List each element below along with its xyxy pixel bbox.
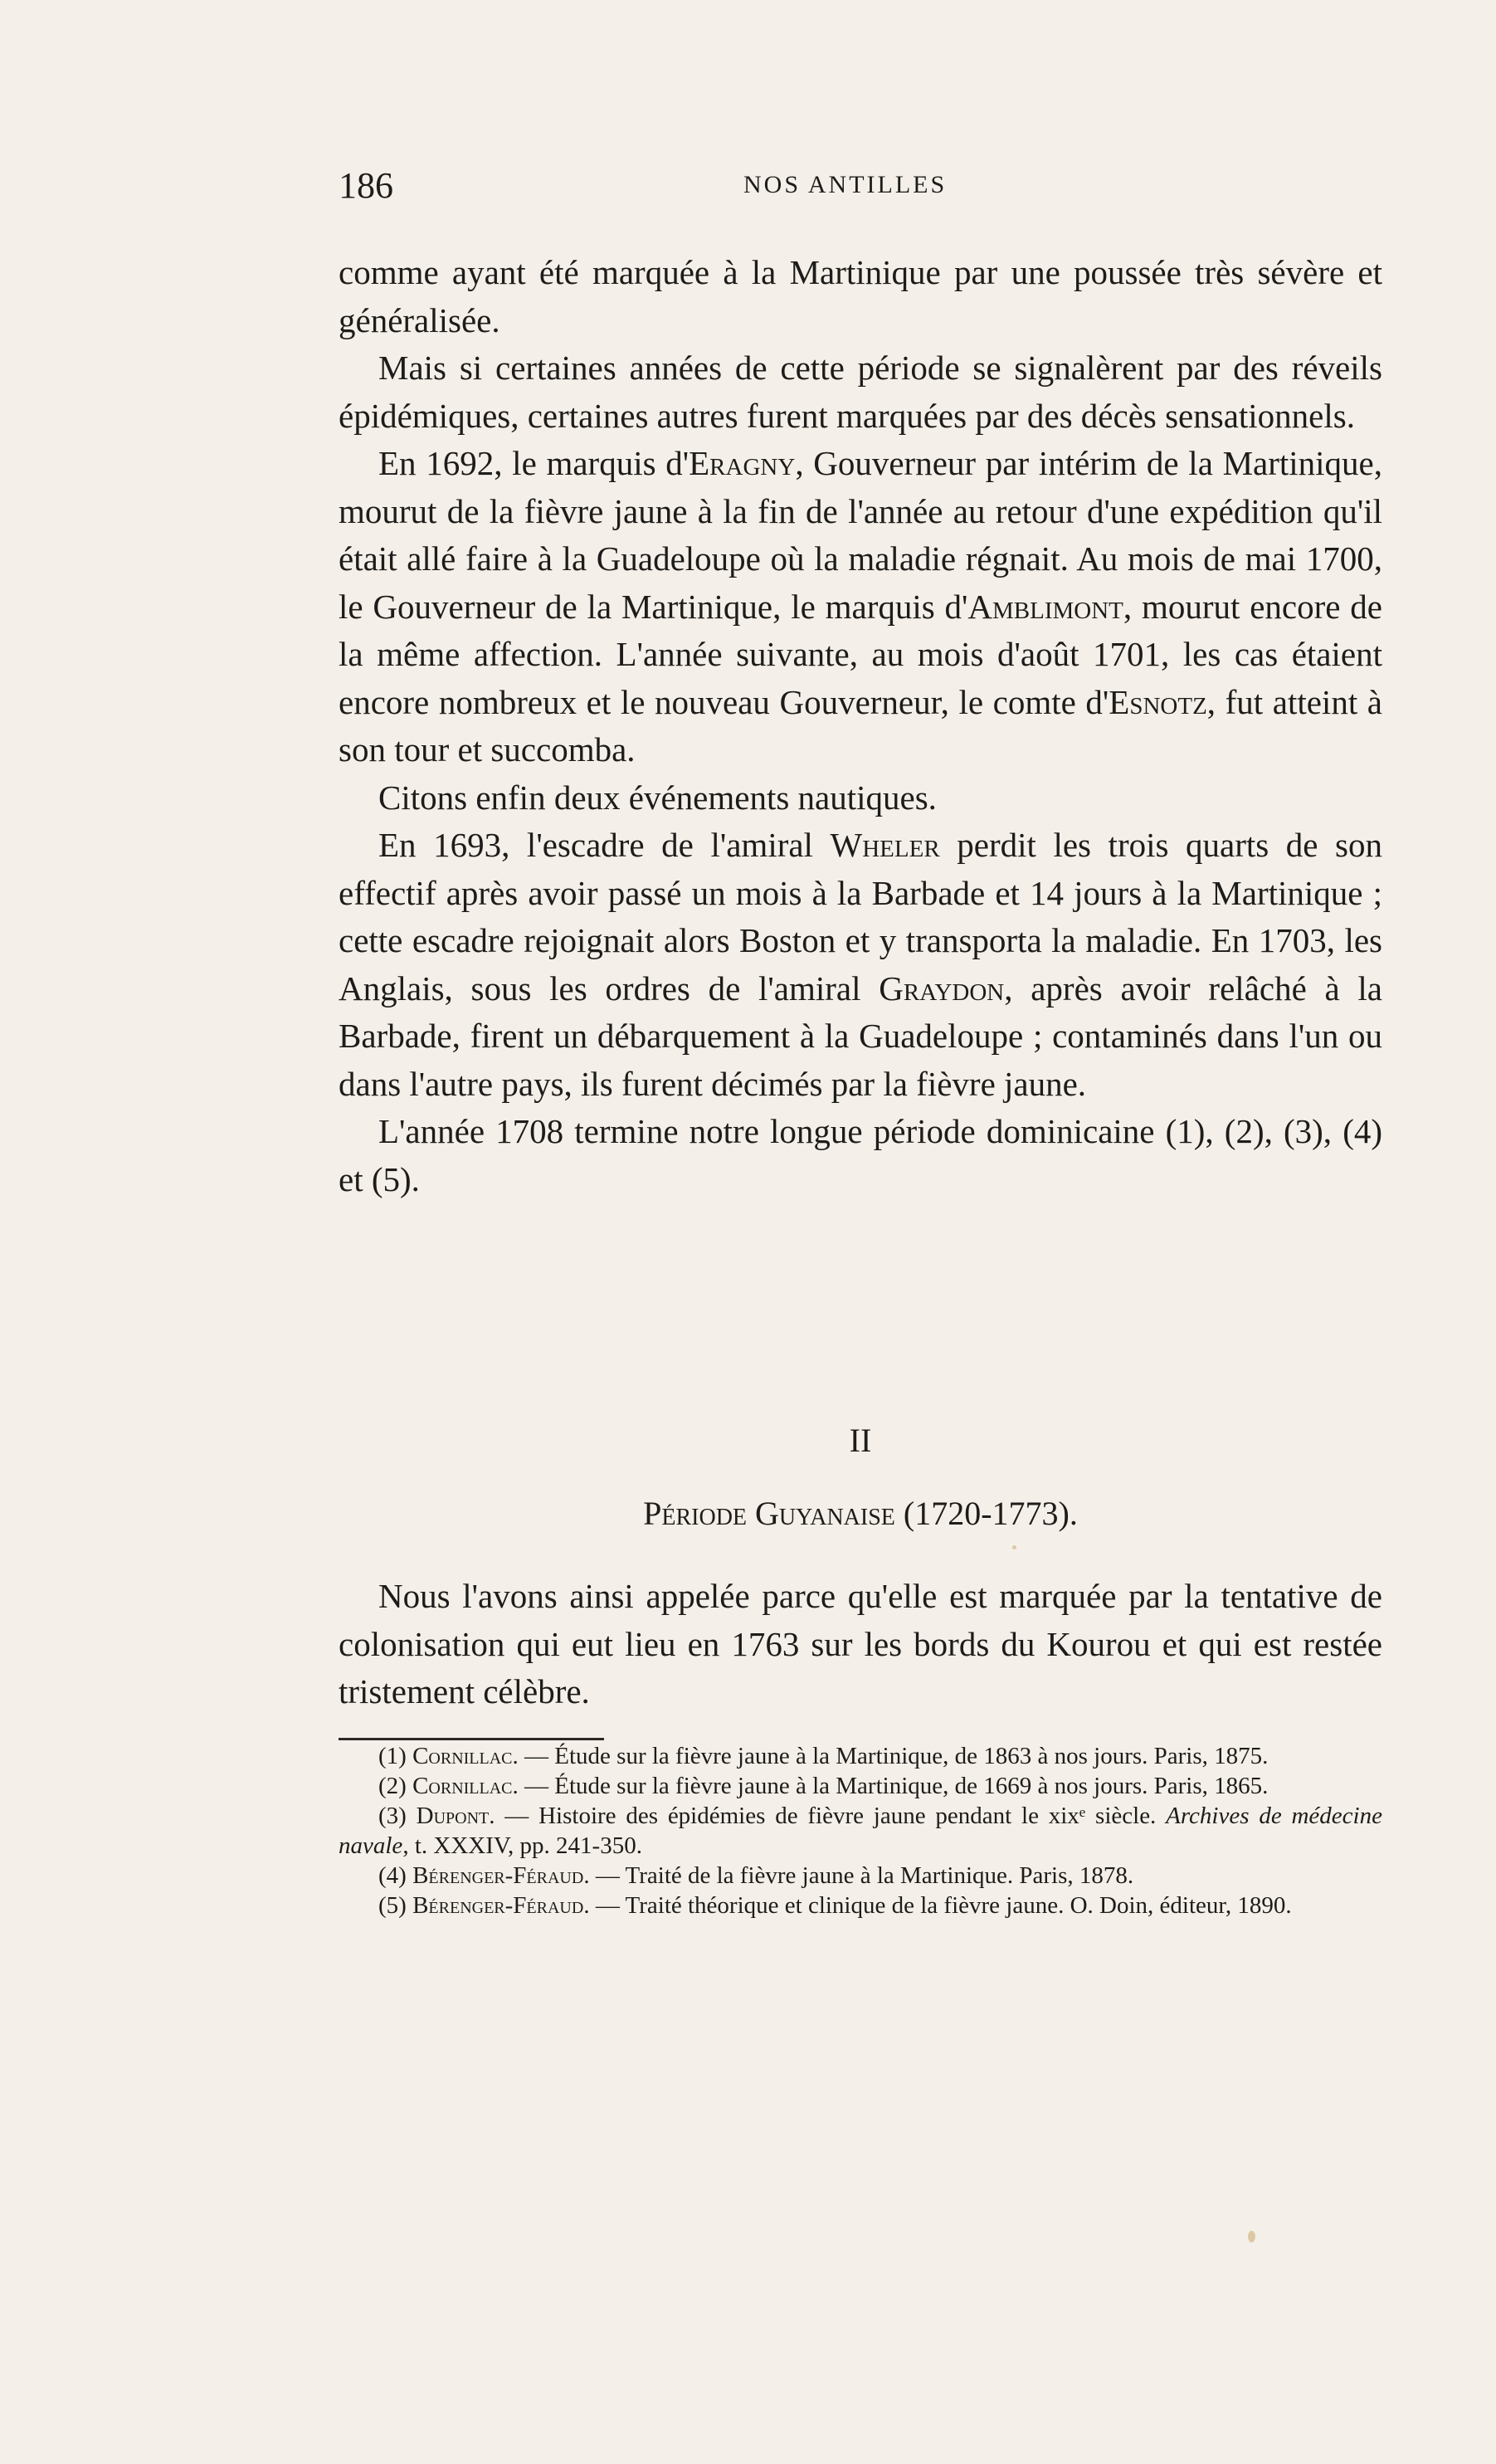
page-number: 186 (339, 165, 393, 206)
paragraph-3-text-d: , fut atteint à son tour et succomba. (339, 682, 1382, 768)
footnote-author: Cornillac (412, 1743, 513, 1769)
footnote-marker: (1) (378, 1743, 413, 1769)
person-name-esnotz: Esnotz (1109, 682, 1207, 721)
section-title (339, 1494, 1382, 1533)
footnote-text: . — Étude sur la fièvre jaune à la Martinique, de 1863 à nos jours. Paris, 1875. (512, 1743, 1269, 1769)
paper-stain (1012, 1545, 1016, 1549)
person-name-graydon: Graydon (879, 969, 1005, 1008)
footnote-text-tail: , t. XXXIV, pp. 241-350. (402, 1832, 642, 1859)
footnote-marker: (5) (378, 1892, 413, 1919)
paragraph-4: Citons enfin deux événements nautiques. (378, 778, 937, 817)
paragraph-1: comme ayant été marquée à la Martinique par une poussée très sévère et généralisée. (339, 253, 1382, 339)
footnotes (339, 1741, 1382, 1920)
section-intro-paragraph: Nous l'avons ainsi appelée parce qu'elle est marquée par la tentative de colonisation qui eut lieu en 1763 sur les bords du Kourou et qui est restée tristement célèbre. (339, 1577, 1382, 1710)
footnote-journal-title: Archives de médecine navale (339, 1803, 1382, 1859)
body-text (339, 249, 1382, 1203)
footnote-marker: (2) (378, 1773, 413, 1799)
paragraph-2: Mais si certaines années de cette période se signalèrent par des réveils épidémiques, certaines autres furent marquées par des décès sensationnels. (339, 349, 1382, 435)
paragraph-5-text-c: , après avoir relâché à la Barbade, firent un débarquement à la Guadeloupe ; contaminés dans l'un ou dans l'autre pays, ils furent décimés par la fièvre jaune. (339, 969, 1382, 1103)
footnote-1 (339, 1741, 1382, 1771)
paragraph-5-text-b: perdit les trois quarts de son effectif après avoir passé un mois à la Barbade et 14 jours à la Martinique ; cette escadre rejoignait alors Boston et y transporta la maladie. En 1703, les Anglais, sous les ordres de l'amiral (339, 826, 1383, 1008)
section-title-dates: (1720-1773). (894, 1495, 1078, 1532)
running-title: NOS ANTILLES (743, 171, 948, 198)
paragraph-3 (339, 440, 1382, 774)
section-title-name: Période Guyanaise (643, 1495, 895, 1532)
footnote-author: Bérenger-Féraud (412, 1892, 584, 1919)
paragraph-5-text-a: En 1693, l'escadre de l'amiral (378, 826, 831, 864)
footnote-text: . — Étude sur la fièvre jaune à la Martinique, de 1669 à nos jours. Paris, 1865. (512, 1773, 1269, 1799)
footnote-5 (339, 1891, 1382, 1920)
paragraph-6: L'année 1708 termine notre longue période dominicaine (1), (2), (3), (4) et (5). (339, 1112, 1382, 1198)
footnote-author: Cornillac (412, 1773, 513, 1799)
paragraph-3-text-b: , Gouverneur par intérim de la Martinique, mourut de la fièvre jaune à la fin de l'année au retour d'une expédition qu'il était allé faire à la Guadeloupe où la maladie régnait. Au mois de mai 1700, le Gouverneur de la Martinique, le marquis d' (339, 444, 1383, 626)
footnote-author: Dupont (416, 1803, 490, 1829)
footnote-author: Bérenger-Féraud (412, 1862, 584, 1889)
footnote-text: . — Traité de la fièvre jaune à la Martinique. Paris, 1878. (583, 1862, 1134, 1889)
footnote-3 (339, 1801, 1382, 1861)
person-name-wheler: Wheler (830, 826, 940, 864)
paragraph-3-text-a: En 1692, le marquis d' (378, 444, 690, 482)
section-number: II (849, 1422, 872, 1459)
footnote-marker: (4) (378, 1862, 413, 1889)
footnote-marker: (3) (378, 1803, 417, 1829)
footnote-4 (339, 1861, 1382, 1891)
paper-stain (1248, 2231, 1255, 2242)
running-header (339, 164, 1382, 214)
footnote-text: . — Traité théorique et clinique de la fièvre jaune. O. Doin, éditeur, 1890. (583, 1892, 1292, 1919)
person-name-amblimont: Amblimont (967, 587, 1123, 626)
person-name-eragny: Eragny (689, 444, 796, 482)
footnote-text: . — Histoire des épidémies de fièvre jaune pendant le xixᵉ siècle. (489, 1803, 1167, 1829)
footnote-divider (339, 1738, 604, 1740)
paragraph-5 (339, 822, 1382, 1108)
footnote-2 (339, 1771, 1382, 1801)
paragraph-3-text-c: , mourut encore de la même affection. L'année suivante, au mois d'août 1701, les cas étaient encore nombreux et le nouveau Gouverneur, le comte d' (339, 587, 1382, 721)
